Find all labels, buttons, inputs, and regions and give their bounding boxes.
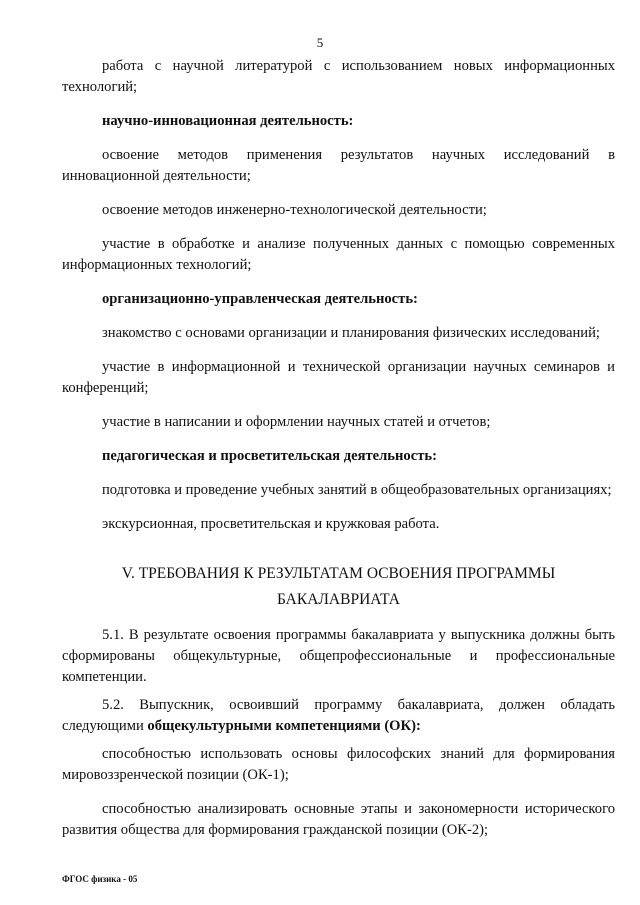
footer-label: ФГОС физика - 05 — [62, 874, 138, 884]
paragraph-excursions: экскурсионная, просветительская и кружковая работа. — [102, 516, 440, 532]
heading-organizational: организационно-управленческая деятельность: — [102, 291, 418, 307]
heading-research-innovation: научно-инновационная деятельность: — [102, 113, 354, 129]
section-title-line1: V. ТРЕБОВАНИЯ К РЕЗУЛЬТАТАМ ОСВОЕНИЯ ПРОГРАММЫ — [121, 565, 556, 582]
competence-ok2: способностью анализировать основные этапы и закономерности исторического развития общества для формирования гражданской позиции (ОК-2); — [62, 801, 615, 838]
heading-pedagogical: педагогическая и просветительская деятельность: — [102, 448, 437, 464]
page-number: 5 — [316, 35, 324, 50]
document-body — [62, 56, 615, 854]
paragraph-classes: подготовка и проведение учебных занятий в общеобразовательных организациях; — [102, 482, 612, 498]
paragraph-5-2-text: 5.2. Выпускник, освоивший программу бакалавриата, должен обладать следующими — [62, 697, 615, 734]
paragraph-articles: участие в написании и оформлении научных статей и отчетов; — [102, 414, 491, 430]
paragraph-5-2-bold: общекультурными компетенциями (ОК): — [147, 718, 421, 734]
paragraph-5-1: 5.1. В результате освоения программы бакалавриата у выпускника должны быть сформированы общекультурные, общепрофессиональные и профессиональные компетенции. — [62, 627, 615, 685]
section-title — [62, 561, 615, 613]
paragraph-literature: работа с научной литературой с использованием новых информационных технологий; — [62, 58, 615, 95]
paragraph-data-processing: участие в обработке и анализе полученных данных с помощью современных информационных технологий; — [62, 236, 615, 273]
paragraph-5-2 — [62, 695, 615, 737]
paragraph-planning: знакомство с основами организации и планирования физических исследований; — [102, 325, 600, 341]
paragraph-methods-results: освоение методов применения результатов научных исследований в инновационной деятельности; — [62, 147, 615, 184]
section-title-line2: БАКАЛАВРИАТА — [276, 591, 400, 608]
paragraph-seminars: участие в информационной и технической организации научных семинаров и конференций; — [62, 359, 615, 396]
competence-ok1: способностью использовать основы философских знаний для формирования мировоззренческой позиции (ОК-1); — [62, 746, 615, 783]
paragraph-engineering-methods: освоение методов инженерно-технологической деятельности; — [102, 202, 487, 218]
